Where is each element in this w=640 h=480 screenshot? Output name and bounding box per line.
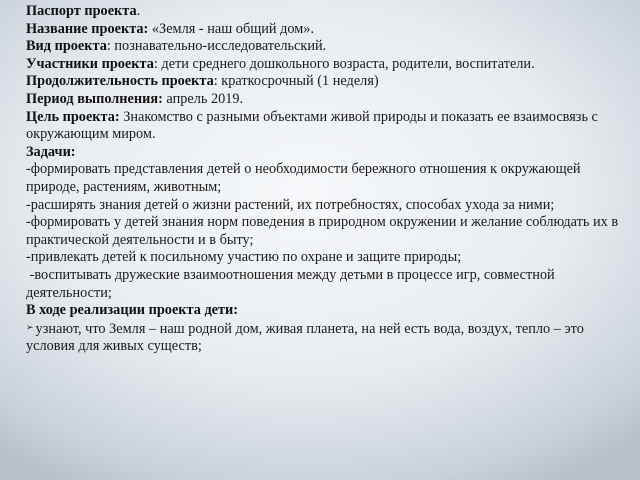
duration-value: : краткосрочный (1 неделя)	[213, 73, 379, 90]
project-type-value: : познавательно-исследовательский.	[106, 38, 327, 55]
project-type-row	[26, 38, 626, 56]
passport-heading	[26, 3, 626, 21]
duration-row	[26, 73, 626, 91]
period-row	[26, 91, 626, 109]
project-name-row	[26, 21, 626, 39]
participants-value: : дети среднего дошкольного возраста, родители, воспитатели.	[153, 55, 535, 72]
passport-suffix: .	[136, 3, 141, 19]
results-text: узнают, что Земля – наш родной дом, живая планета, на ней есть вода, воздух, тепло – это условия для живых существ;	[26, 320, 584, 355]
task-item: -расширять знания детей о жизни растений, их потребностях, способах ухода за ними;	[26, 196, 555, 213]
goal-value: Знакомство с разными объектами живой природы и показать ее взаимосвязь с окружающим миром.	[26, 108, 598, 143]
period-label: Период выполнения:	[26, 90, 163, 107]
duration-label: Продолжительность проекта	[26, 73, 214, 90]
goal-row	[26, 109, 626, 144]
project-type-label: Вид проекта	[26, 38, 107, 55]
passport-label: Паспорт проекта	[26, 3, 137, 19]
results-label: В ходе реализации проекта дети:	[26, 302, 239, 319]
period-value: апрель 2019.	[162, 90, 244, 107]
project-name-label: Название проекта:	[26, 20, 149, 37]
participants-row	[26, 56, 626, 74]
participants-label: Участники проекта	[26, 55, 154, 72]
tasks-label: Задачи:	[26, 143, 76, 160]
results-heading	[26, 302, 626, 320]
slide-content	[26, 0, 626, 356]
project-name-value: «Земля - наш общий дом».	[148, 20, 315, 37]
task-item: -воспитывать дружеские взаимоотношения между детьми в процессе игр, совместной деятельности;	[26, 266, 559, 301]
task-item: -формировать представления детей о необходимости бережного отношения к окружающей природе, растениям, животным;	[26, 161, 581, 195]
tasks-heading	[26, 144, 626, 162]
arrow-bullet-icon: ➢	[26, 322, 34, 333]
results-item	[26, 320, 626, 356]
task-item: -привлекать детей к посильному участию по охране и защите природы;	[26, 249, 462, 266]
task-item: -формировать у детей знания норм поведения в природном окружении и желание соблюдать их в практической деятельности и в быту;	[26, 214, 619, 248]
goal-label: Цель проекта:	[26, 108, 120, 125]
